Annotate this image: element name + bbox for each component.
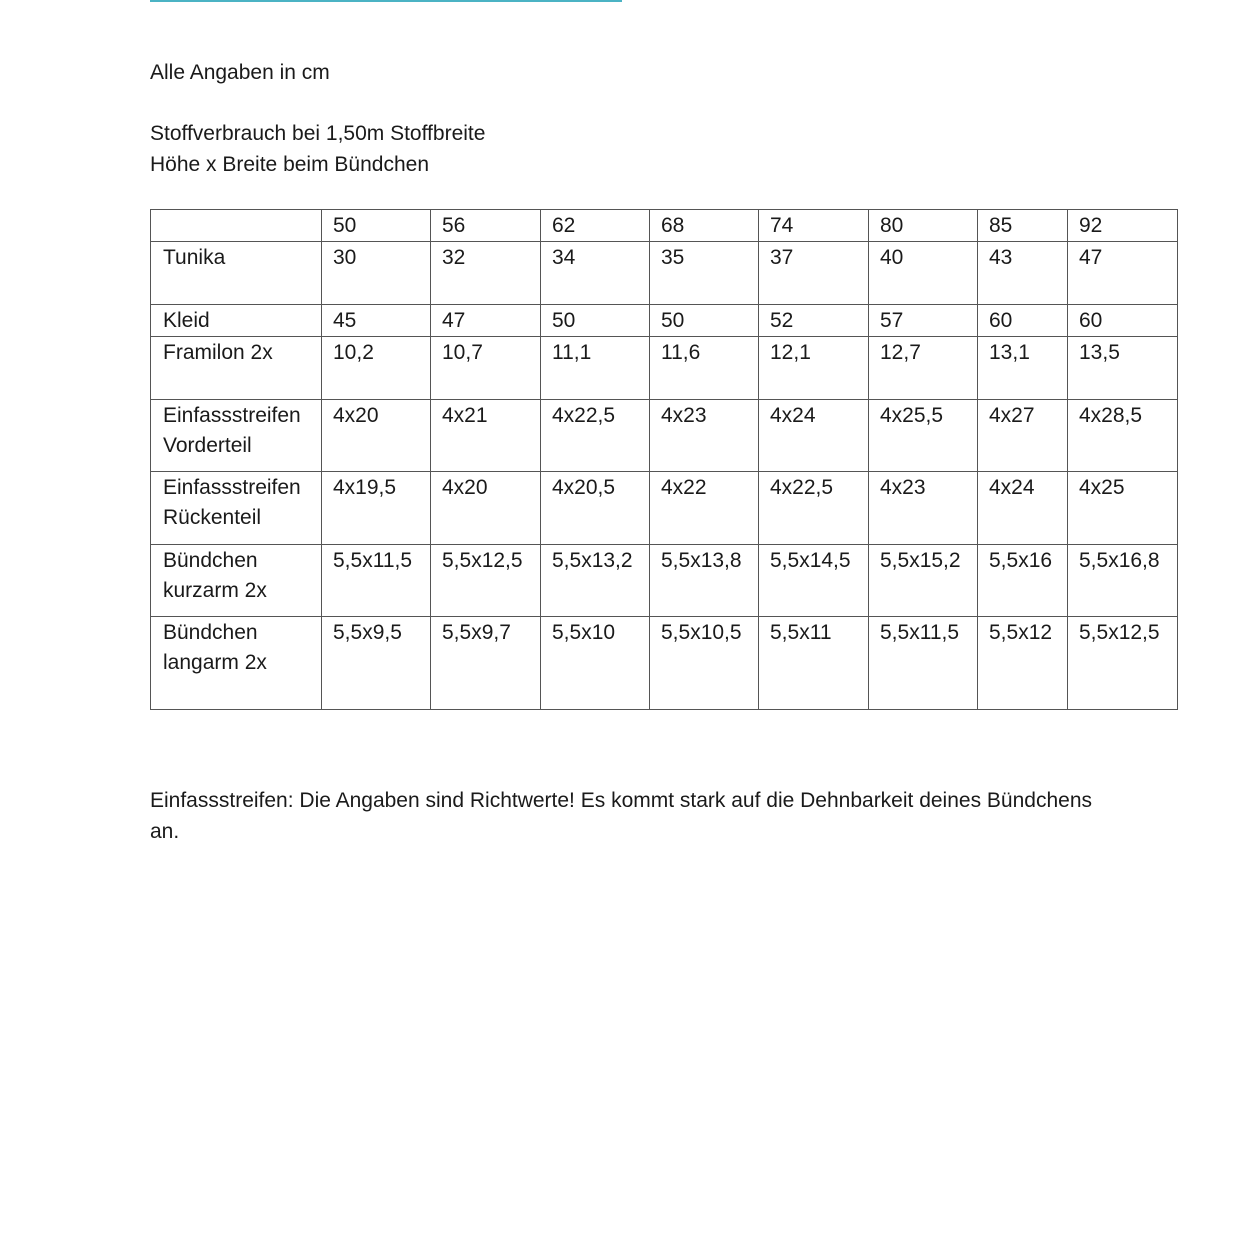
row-label-cell — [151, 472, 322, 545]
table-cell: 10,7 — [431, 337, 541, 400]
table-cell: 5,5x16 — [978, 545, 1068, 617]
header-size-cell: 92 — [1068, 210, 1178, 242]
table-cell: 5,5x16,8 — [1068, 545, 1178, 617]
table-cell: 4x25 — [1068, 472, 1178, 545]
table-cell: 5,5x12 — [978, 617, 1068, 710]
table-cell: 4x20,5 — [541, 472, 650, 545]
table-cell: 4x28,5 — [1068, 400, 1178, 472]
table-cell: 11,1 — [541, 337, 650, 400]
row-label-text: Tunika — [163, 246, 226, 269]
table-cell: 5,5x9,5 — [322, 617, 431, 710]
row-label-cell — [151, 305, 322, 337]
table-cell: 32 — [431, 242, 541, 305]
header-size-cell: 80 — [869, 210, 978, 242]
table-cell: 13,5 — [1068, 337, 1178, 400]
table-cell: 5,5x10,5 — [650, 617, 759, 710]
table-cell: 12,7 — [869, 337, 978, 400]
table-cell: 4x20 — [431, 472, 541, 545]
table-header-row — [151, 210, 1178, 242]
top-accent-rule — [150, 0, 622, 2]
table-cell: 5,5x14,5 — [759, 545, 869, 617]
table-cell: 4x23 — [650, 400, 759, 472]
header-size-cell: 74 — [759, 210, 869, 242]
row-label-subtext: langarm 2x — [163, 651, 267, 674]
header-size-cell: 68 — [650, 210, 759, 242]
header-size-cell: 50 — [322, 210, 431, 242]
table-cell: 60 — [1068, 305, 1178, 337]
table-cell: 5,5x13,8 — [650, 545, 759, 617]
row-label-cell — [151, 337, 322, 400]
table-row — [151, 337, 1178, 400]
fabric-width-note: Stoffverbrauch bei 1,50m Stoffbreite — [150, 122, 486, 145]
table-cell: 45 — [322, 305, 431, 337]
table-cell: 60 — [978, 305, 1068, 337]
table-cell: 11,6 — [650, 337, 759, 400]
row-label-text: Einfassstreifen — [163, 476, 301, 499]
table-cell: 4x27 — [978, 400, 1068, 472]
table-cell: 4x22 — [650, 472, 759, 545]
table-cell: 5,5x9,7 — [431, 617, 541, 710]
table-row — [151, 617, 1178, 710]
size-table — [150, 209, 1178, 710]
header-size-cell: 56 — [431, 210, 541, 242]
row-label-cell — [151, 400, 322, 472]
table-cell: 57 — [869, 305, 978, 337]
row-label-cell — [151, 242, 322, 305]
table-cell: 5,5x12,5 — [1068, 617, 1178, 710]
table-cell: 50 — [541, 305, 650, 337]
table-cell: 5,5x11,5 — [869, 617, 978, 710]
table-cell: 12,1 — [759, 337, 869, 400]
cuff-dimension-note: Höhe x Breite beim Bündchen — [150, 153, 429, 176]
footnote: Einfassstreifen: Die Angaben sind Richtwerte! Es kommt stark auf die Dehnbarkeit deines Bündchens an. — [150, 789, 1092, 843]
units-note: Alle Angaben in cm — [150, 61, 330, 84]
table-cell: 5,5x10 — [541, 617, 650, 710]
table-cell: 4x21 — [431, 400, 541, 472]
table-cell: 43 — [978, 242, 1068, 305]
table-cell: 5,5x11 — [759, 617, 869, 710]
table-row — [151, 545, 1178, 617]
table-cell: 47 — [1068, 242, 1178, 305]
table-cell: 34 — [541, 242, 650, 305]
header-size-cell: 62 — [541, 210, 650, 242]
row-label-text: Kleid — [163, 309, 210, 332]
table-cell: 4x22,5 — [759, 472, 869, 545]
table-cell: 10,2 — [322, 337, 431, 400]
row-label-text: Bündchen — [163, 549, 258, 572]
row-label-cell — [151, 545, 322, 617]
header-size-cell: 85 — [978, 210, 1068, 242]
table-row — [151, 305, 1178, 337]
row-label-text: Framilon 2x — [163, 341, 273, 364]
table-cell: 5,5x15,2 — [869, 545, 978, 617]
table-cell: 35 — [650, 242, 759, 305]
table-cell: 5,5x12,5 — [431, 545, 541, 617]
row-label-text: Bündchen — [163, 621, 258, 644]
table-cell: 4x25,5 — [869, 400, 978, 472]
table-cell: 40 — [869, 242, 978, 305]
table-row — [151, 242, 1178, 305]
table-cell: 4x22,5 — [541, 400, 650, 472]
table-cell: 13,1 — [978, 337, 1068, 400]
table-cell: 4x23 — [869, 472, 978, 545]
table-cell: 5,5x11,5 — [322, 545, 431, 617]
header-corner-cell — [151, 210, 322, 242]
table-cell: 30 — [322, 242, 431, 305]
table-cell: 4x24 — [978, 472, 1068, 545]
table-row — [151, 472, 1178, 545]
table-cell: 50 — [650, 305, 759, 337]
table-cell: 47 — [431, 305, 541, 337]
table-row — [151, 400, 1178, 472]
row-label-text: Einfassstreifen — [163, 404, 301, 427]
table-cell: 4x24 — [759, 400, 869, 472]
table-cell: 37 — [759, 242, 869, 305]
table-cell: 5,5x13,2 — [541, 545, 650, 617]
row-label-subtext: kurzarm 2x — [163, 579, 267, 602]
table-cell: 4x19,5 — [322, 472, 431, 545]
table-cell: 4x20 — [322, 400, 431, 472]
row-label-subtext: Rückenteil — [163, 506, 262, 529]
table-cell: 52 — [759, 305, 869, 337]
row-label-subtext: Vorderteil — [163, 434, 252, 457]
row-label-cell — [151, 617, 322, 710]
